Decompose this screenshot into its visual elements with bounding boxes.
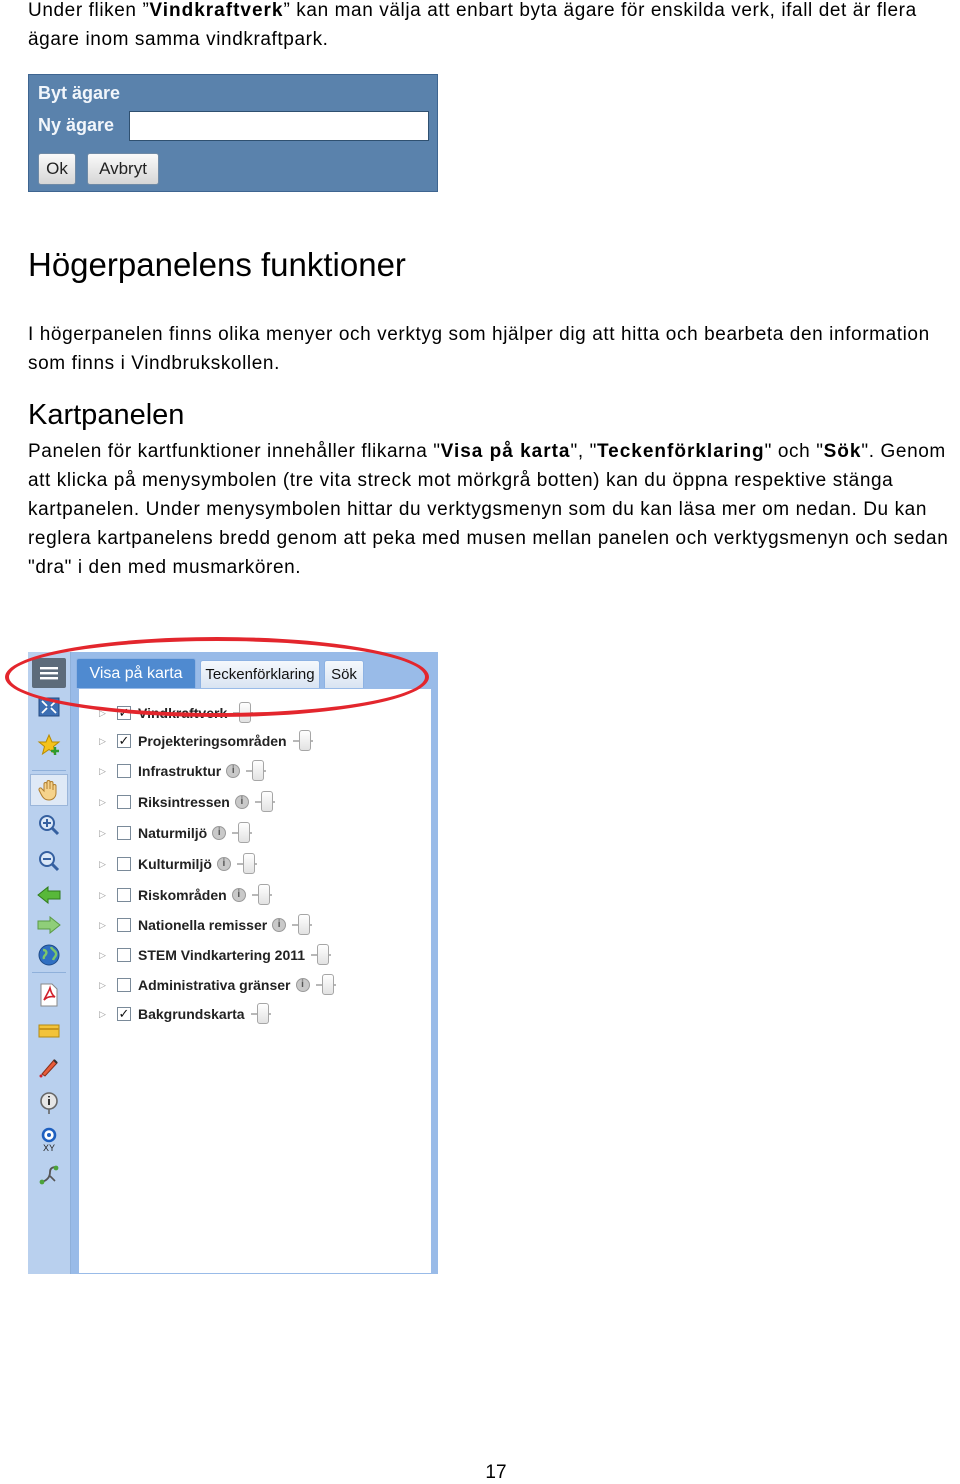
expand-arrow-icon[interactable]: ▷ — [99, 707, 106, 718]
layer-label: Naturmiljö — [138, 825, 208, 841]
layer-info-icon[interactable]: i — [212, 826, 226, 840]
slider-knob[interactable] — [298, 914, 310, 935]
layer-label: Bakgrundskarta — [138, 1006, 245, 1022]
layer-checkbox[interactable] — [117, 857, 131, 871]
slider-knob[interactable] — [252, 760, 264, 781]
tool-separator — [32, 770, 66, 771]
draw-pen-icon[interactable] — [35, 1054, 63, 1080]
para2-bold-3: Sök — [823, 441, 862, 462]
back-arrow-icon[interactable] — [35, 882, 63, 908]
layer-info-icon[interactable]: i — [232, 888, 246, 902]
layer-checkbox[interactable]: ✓ — [118, 705, 130, 720]
para2-text-3: " och " — [764, 441, 824, 462]
heading-right-panel: Högerpanelens funktioner — [28, 246, 406, 283]
layer-label: Vindkraftverk — [138, 705, 228, 721]
zoom-out-icon[interactable] — [35, 848, 63, 874]
layer-info-icon[interactable]: i — [235, 795, 249, 809]
page-number: 17 — [485, 1462, 507, 1483]
ok-button[interactable]: Ok — [38, 153, 76, 185]
layer-label: Kulturmiljö — [138, 856, 212, 872]
opacity-slider[interactable] — [311, 944, 331, 966]
layer-row[interactable] — [79, 852, 257, 876]
opacity-slider[interactable] — [246, 760, 266, 782]
map-panel — [28, 652, 438, 1274]
expand-arrow-icon[interactable]: ▷ — [99, 949, 106, 960]
para2-bold-2: Teckenförklaring — [596, 441, 765, 462]
slider-knob[interactable] — [299, 730, 311, 751]
opacity-slider[interactable] — [252, 884, 272, 906]
forward-arrow-icon[interactable] — [35, 912, 63, 938]
para2-bold-1: Visa på karta — [440, 441, 571, 462]
right-panel-paragraph: I högerpanelen finns olika menyer och verktyg som hjälper dig att hitta och bearbeta den information som finns i Vindbrukskollen. — [28, 324, 930, 374]
layer-card-icon[interactable] — [35, 1018, 63, 1044]
coordinate-xy-icon[interactable] — [35, 1126, 63, 1152]
measure-icon[interactable] — [35, 1162, 63, 1188]
layer-row[interactable] — [79, 1002, 271, 1026]
slider-knob[interactable] — [258, 884, 270, 905]
layer-row[interactable] — [79, 729, 313, 753]
slider-knob[interactable] — [317, 944, 329, 965]
intro-bold: Vindkraftverk — [149, 0, 284, 21]
new-owner-input[interactable] — [129, 111, 429, 141]
zoom-in-icon[interactable] — [35, 812, 63, 838]
layer-checkbox[interactable] — [117, 978, 131, 992]
opacity-slider[interactable] — [292, 914, 312, 936]
layer-label: Projekteringsområden — [138, 733, 287, 749]
svg-text:XY: XY — [43, 1143, 56, 1152]
map-panel-paragraph — [28, 437, 960, 582]
layer-label: STEM Vindkartering 2011 — [138, 947, 306, 963]
expand-arrow-icon[interactable]: ▷ — [99, 735, 106, 746]
tab-visa-pa-karta[interactable]: Visa på karta — [76, 658, 196, 688]
layer-row[interactable] — [79, 759, 266, 783]
opacity-slider[interactable] — [255, 791, 275, 813]
expand-arrow-icon[interactable]: ▷ — [99, 889, 106, 900]
slider-knob[interactable] — [238, 822, 250, 843]
layer-checkbox[interactable] — [117, 918, 131, 932]
layer-row[interactable] — [79, 790, 275, 814]
para2-text-1: Panelen för kartfunktioner innehåller flikarna " — [28, 441, 441, 462]
dialog-title: Byt ägare — [38, 83, 121, 103]
tool-menu — [28, 652, 71, 1274]
para2-text-4: ". Genom att klicka på menysymbolen (tre vita streck mot mörkgrå botten) kan du öppna respektive stänga kartpanelen. Under menysymbolen hittar du verktygsmenyn som du kan läsa mer om nedan. Du kan reglera kartpanelens bredd genom att peka med musen mellan panelen och verktygsmenyn och sedan "dra" i den med musmarkören. — [28, 441, 949, 578]
slider-knob[interactable] — [243, 853, 255, 874]
intro-text-1: Under fliken ” — [28, 0, 150, 21]
layer-info-icon[interactable]: i — [226, 764, 240, 778]
favorites-icon[interactable] — [35, 732, 63, 758]
expand-arrow-icon[interactable]: ▷ — [99, 796, 106, 807]
heading-map-panel: Kartpanelen — [28, 399, 185, 431]
layer-checkbox[interactable]: ✓ — [118, 1006, 130, 1021]
para2-text-2: ", " — [570, 441, 597, 462]
layer-row[interactable] — [79, 943, 331, 967]
layer-info-icon[interactable]: i — [272, 918, 286, 932]
expand-arrow-icon[interactable]: ▷ — [99, 979, 106, 990]
tab-teckenforklaring[interactable]: Teckenförklaring — [200, 660, 320, 688]
expand-arrow-icon[interactable]: ▷ — [99, 858, 106, 869]
opacity-slider[interactable] — [251, 1003, 271, 1025]
opacity-slider[interactable] — [237, 853, 257, 875]
tab-sok[interactable]: Sök — [324, 660, 364, 688]
layer-info-icon[interactable]: i — [296, 978, 310, 992]
info-icon[interactable] — [35, 1090, 63, 1116]
layer-checkbox[interactable]: ✓ — [118, 733, 130, 748]
layer-label: Infrastruktur — [138, 763, 222, 779]
expand-arrow-icon[interactable]: ▷ — [99, 919, 106, 930]
expand-arrow-icon[interactable]: ▷ — [99, 765, 106, 776]
layer-label: Riskområden — [138, 887, 227, 903]
globe-icon[interactable] — [35, 942, 63, 968]
opacity-slider[interactable] — [316, 974, 336, 996]
layer-tree — [78, 688, 432, 1274]
slider-knob[interactable] — [257, 1003, 269, 1024]
tool-separator — [32, 972, 66, 973]
slider-knob[interactable] — [322, 974, 334, 995]
layer-label: Administrativa gränser — [138, 977, 291, 993]
layer-label: Riksintressen — [138, 794, 230, 810]
pan-hand-icon[interactable] — [30, 774, 68, 806]
highlight-ellipse — [5, 637, 429, 717]
layer-info-icon[interactable]: i — [217, 857, 231, 871]
cancel-button[interactable]: Avbryt — [87, 153, 159, 185]
pdf-icon[interactable] — [35, 982, 63, 1008]
opacity-slider[interactable] — [293, 730, 313, 752]
layer-row[interactable] — [79, 913, 312, 937]
opacity-slider[interactable] — [232, 822, 252, 844]
expand-arrow-icon[interactable]: ▷ — [99, 1008, 106, 1019]
layer-row[interactable] — [79, 973, 336, 997]
layer-label: Nationella remisser — [138, 917, 268, 933]
layer-row[interactable] — [79, 883, 272, 907]
layer-checkbox[interactable] — [117, 826, 131, 840]
layer-checkbox[interactable] — [117, 948, 131, 962]
layer-checkbox[interactable] — [117, 764, 131, 778]
expand-arrow-icon[interactable]: ▷ — [99, 827, 106, 838]
layer-checkbox[interactable] — [117, 795, 131, 809]
intro-text-2: ” kan man välja att enbart byta ägare för enskilda verk, ifall det är flera ägare inom samma vindkraftpark. — [28, 0, 917, 50]
new-owner-label: Ny ägare — [38, 115, 115, 135]
slider-knob[interactable] — [261, 791, 273, 812]
layer-row[interactable] — [79, 821, 252, 845]
layer-checkbox[interactable] — [117, 888, 131, 902]
intro-paragraph — [28, 0, 960, 54]
change-owner-dialog — [28, 74, 438, 192]
